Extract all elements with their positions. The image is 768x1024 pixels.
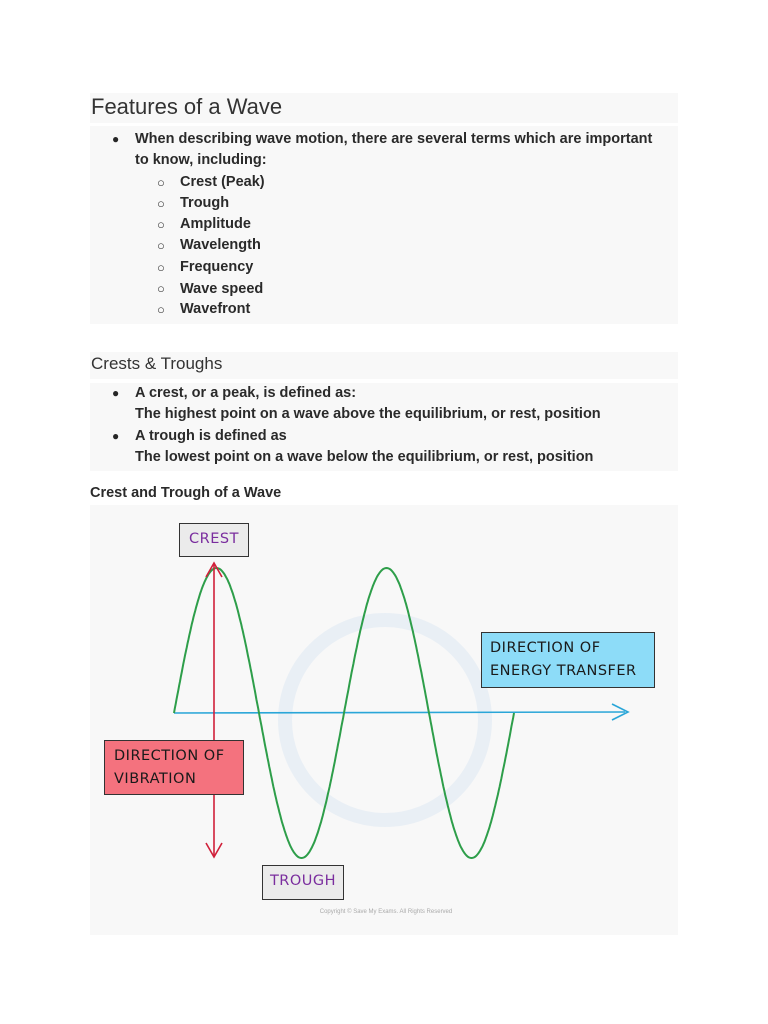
energy-transfer-axis <box>174 712 625 713</box>
bullet-icon: ● <box>112 132 120 146</box>
circle-bullet-icon: ○ <box>157 260 165 275</box>
vibration-label <box>104 740 244 795</box>
term-trough: Trough <box>180 195 230 211</box>
trough-definition: The lowest point on a wave below the equilibrium, or rest, position <box>135 449 594 465</box>
trough-lead: A trough is defined as <box>135 428 287 444</box>
watermark-logo-icon <box>285 620 485 820</box>
figure-caption: Crest and Trough of a Wave <box>90 485 282 501</box>
circle-bullet-icon: ○ <box>157 175 165 190</box>
trough-label: TROUGH <box>262 865 344 900</box>
features-list <box>90 126 678 324</box>
intro-line-2: to know, including: <box>135 152 267 168</box>
intro-line-1: When describing wave motion, there are several terms which are important <box>135 131 653 147</box>
circle-bullet-icon: ○ <box>157 302 165 317</box>
circle-bullet-icon: ○ <box>157 217 165 232</box>
circle-bullet-icon: ○ <box>157 196 165 211</box>
wave-diagram <box>90 505 678 935</box>
term-wavelength: Wavelength <box>180 237 261 253</box>
section-title-features: Features of a Wave <box>90 93 678 123</box>
energy-transfer-label <box>481 632 655 688</box>
energy-label-line-1: DIRECTION OF <box>490 640 601 656</box>
crest-lead: A crest, or a peak, is defined as: <box>135 385 357 401</box>
bullet-icon: ● <box>112 429 120 443</box>
section-title-crests-troughs: Crests & Troughs <box>90 352 678 379</box>
crest-trough-definitions <box>90 383 678 471</box>
circle-bullet-icon: ○ <box>157 281 165 296</box>
energy-label-line-2: ENERGY TRANSFER <box>490 663 637 679</box>
vibration-label-line-1: DIRECTION OF <box>114 748 225 764</box>
wave-drawing <box>90 505 678 935</box>
term-wave-speed: Wave speed <box>180 281 264 297</box>
vibration-label-line-2: VIBRATION <box>114 771 197 787</box>
bullet-icon: ● <box>112 386 120 400</box>
term-wavefront: Wavefront <box>180 301 251 317</box>
crest-definition: The highest point on a wave above the equilibrium, or rest, position <box>135 406 601 422</box>
term-crest: Crest (Peak) <box>180 174 265 190</box>
crest-label: CREST <box>179 523 249 557</box>
term-amplitude: Amplitude <box>180 216 251 232</box>
copyright-text: Copyright © Save My Exams. All Rights Reserved <box>319 909 453 915</box>
circle-bullet-icon: ○ <box>157 238 165 253</box>
term-frequency: Frequency <box>180 259 254 275</box>
